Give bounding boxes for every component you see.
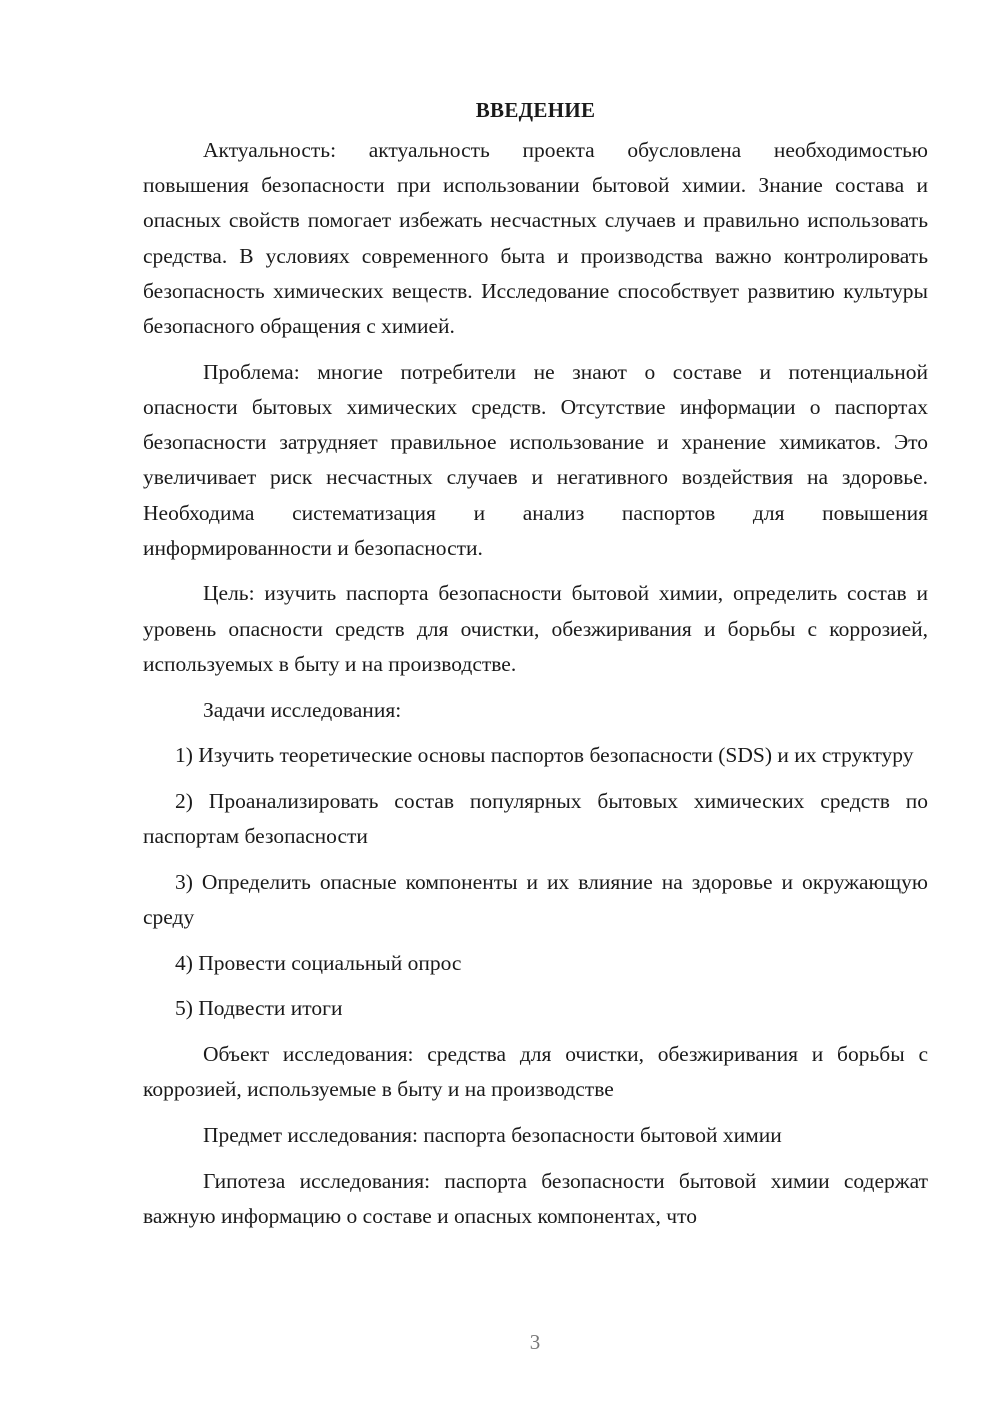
relevance-paragraph: Актуальность: актуальность проекта обусловлена необходимостью повышения безопасности при использовании бытовой химии. Знание состава и опасных свойств помогает избежать несчастных случаев и правильно использовать средства. В условиях современного быта и производства важно контролировать безопасность химических веществ. Исследование способствует развитию культуры безопасного обращения с химией. bbox=[143, 138, 928, 339]
object-paragraph: Объект исследования: средства для очистки, обезжиривания и борьбы с коррозией, используемые в быту и на производстве bbox=[143, 1042, 928, 1102]
goal-paragraph: Цель: изучить паспорта безопасности бытовой химии, определить состав и уровень опасности средств для очистки, обезжиривания и борьбы с коррозией, используемых в быту и на производстве. bbox=[143, 581, 928, 676]
hypothesis-paragraph: Гипотеза исследования: паспорта безопасности бытовой химии содержат важную информацию о составе и опасных компонентах, что bbox=[143, 1168, 928, 1228]
subject-paragraph: Предмет исследования: паспорта безопасности бытовой химии bbox=[203, 1123, 782, 1148]
tasks-heading: Задачи исследования: bbox=[203, 697, 402, 722]
section-title: ВВЕДЕНИЕ bbox=[475, 98, 596, 122]
task-item: 5) Подвести итоги bbox=[175, 996, 343, 1021]
task-item: 1) Изучить теоретические основы паспортов безопасности (SDS) и их структуру bbox=[175, 743, 914, 768]
page-number: 3 bbox=[529, 1330, 541, 1354]
problem-paragraph: Проблема: многие потребители не знают о составе и потенциальной опасности бытовых химических средств. Отсутствие информации о паспортах безопасности затрудняет правильное использование и хранение химикатов. Это увеличивает риск несчастных случаев и негативного воздействия на здоровье. Необходима систематизация и анализ паспортов для повышения информированности и безопасности. bbox=[143, 359, 928, 560]
task-item: 4) Провести социальный опрос bbox=[175, 950, 462, 975]
document-page bbox=[143, 95, 928, 1245]
task-item: 2) Проанализировать состав популярных бытовых химических средств по паспортам безопасности bbox=[143, 788, 928, 849]
task-item: 3) Определить опасные компоненты и их влияние на здоровье и окружающую среду bbox=[143, 869, 928, 930]
